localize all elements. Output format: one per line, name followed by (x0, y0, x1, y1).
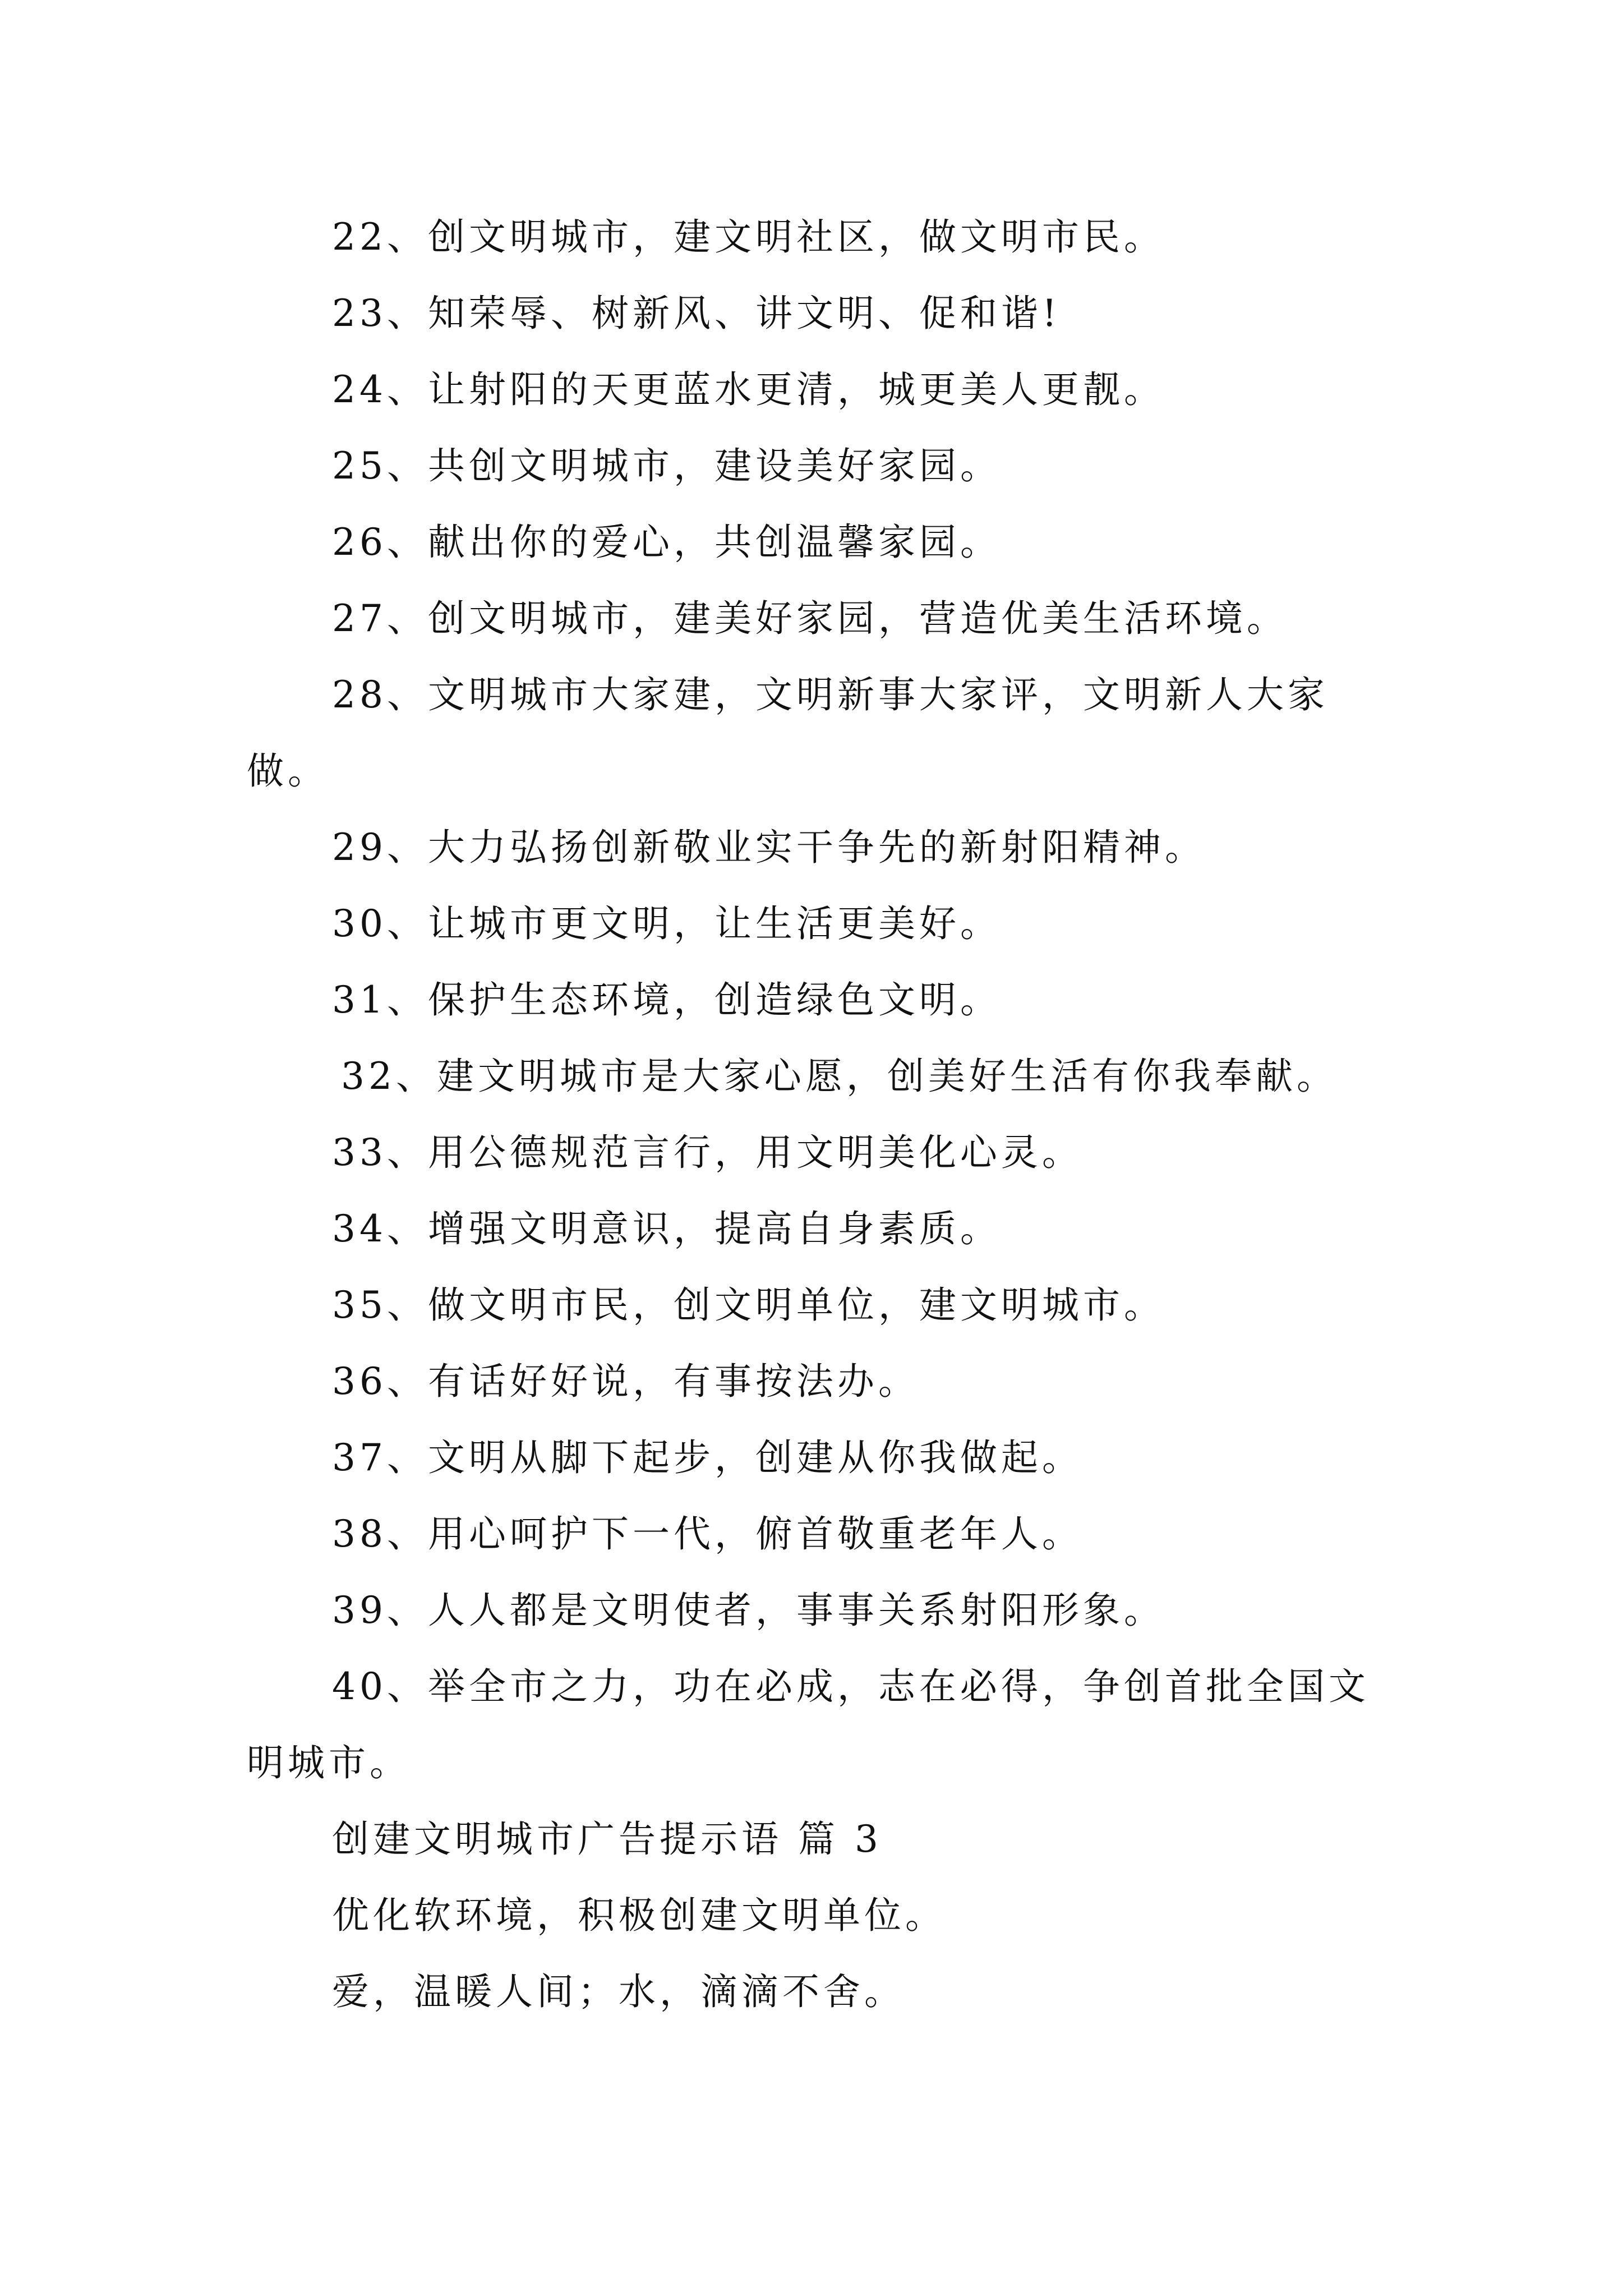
slogan-24: 24、让射阳的天更蓝水更清，城更美人更靓。 (332, 368, 1165, 411)
section-slogan-1: 优化软环境，积极创建文明单位。 (332, 1894, 946, 1937)
slogan-28: 28、文明城市大家建，文明新事大家评，文明新人大家做。 (247, 673, 1329, 793)
section-heading: 创建文明城市广告提示语 篇 3 (332, 1818, 882, 1861)
slogan-33: 33、用公德规范言行，用文明美化心灵。 (332, 1131, 1083, 1174)
slogan-32: 32、建文明城市是大家心愿，创美好生活有你我奉献。 (341, 1055, 1338, 1098)
slogan-39: 39、人人都是文明使者，事事关系射阳形象。 (332, 1589, 1165, 1632)
slogan-40: 40、举全市之力，功在必成，志在必得，争创首批全国文明城市。 (247, 1665, 1370, 1784)
slogan-30: 30、让城市更文明，让生活更美好。 (332, 902, 1001, 945)
slogan-23: 23、知荣辱、树新风、讲文明、促和谐! (332, 292, 1061, 335)
slogan-26: 26、献出你的爱心，共创温馨家园。 (332, 521, 1001, 564)
slogan-34: 34、增强文明意识，提高自身素质。 (332, 1207, 1001, 1250)
slogan-22: 22、创文明城市，建文明社区，做文明市民。 (332, 215, 1165, 259)
slogan-31: 31、保护生态环境，创造绿色文明。 (332, 978, 1001, 1022)
slogan-25: 25、共创文明城市，建设美好家园。 (332, 444, 1001, 487)
slogan-27: 27、创文明城市，建美好家园，营造优美生活环境。 (332, 597, 1288, 640)
slogan-36: 36、有话好好说，有事按法办。 (332, 1360, 919, 1403)
document-body (247, 199, 1391, 2030)
slogan-35: 35、做文明市民，创文明单位，建文明城市。 (332, 1283, 1165, 1327)
slogan-29: 29、大力弘扬创新敬业实干争先的新射阳精神。 (332, 826, 1206, 869)
slogan-38: 38、用心呵护下一代，俯首敬重老年人。 (332, 1512, 1083, 1556)
slogan-37: 37、文明从脚下起步，创建从你我做起。 (332, 1436, 1083, 1479)
section-slogan-2: 爱，温暖人间；水，滴滴不舍。 (332, 1970, 905, 2013)
